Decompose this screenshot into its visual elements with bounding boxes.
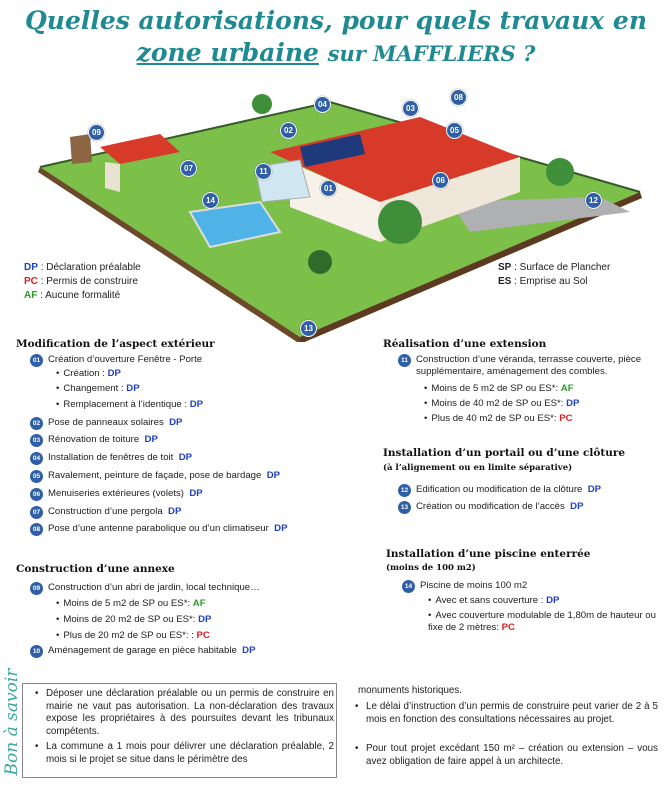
item-04: 04 Installation de fenêtres de toit DP <box>30 452 192 465</box>
sub-01-remplacement: • Remplacement à l’identique : DP <box>56 399 203 411</box>
page-title: Quelles autorisations, pour quels travaux en <box>24 6 647 35</box>
legend-af: AF : Aucune formalité <box>24 290 121 301</box>
badge-02: 02 <box>280 122 297 139</box>
item-06: 06 Menuiseries extérieures (volets) DP <box>30 488 203 501</box>
badge-06: 06 <box>432 172 449 189</box>
item-02: 02 Pose de panneaux solaires DP <box>30 417 182 430</box>
bon-a-savoir-label: Bon à savoir <box>2 668 22 776</box>
sub-01-creation: • Création : DP <box>56 368 121 380</box>
badge-14: 14 <box>202 192 219 209</box>
sub-14-b: • Avec couverture modulable de 1,80m de hauteur ou fixe de 2 mètres: PC <box>428 610 663 634</box>
sub-14-a: • Avec et sans couverture : DP <box>428 595 559 607</box>
badge-04: 04 <box>314 96 331 113</box>
badge-12: 13 <box>300 320 317 337</box>
section-title-annexe: Construction d’une annexe <box>16 563 175 575</box>
item-13: 13 Création ou modification de l’accès DP <box>398 501 583 514</box>
section-title-extension: Réalisation d’une extension <box>383 338 547 350</box>
badge-13: 12 <box>585 192 602 209</box>
legend-right <box>498 261 610 289</box>
legend-dp: DP : Déclaration préalable <box>24 262 141 273</box>
section-title-piscine: Installation d’une piscine enterrée <box>386 548 591 560</box>
note-1: • Déposer une déclaration préalable ou un permis de construire en mairie ne vaut pas autorisation. La non-déclaration des travaux expose les propriétaires à des poursuites devant les tribunaux compétents. <box>46 688 334 738</box>
badge-01: 01 <box>320 180 337 197</box>
legend-left <box>24 261 141 303</box>
sub-09-b: • Moins de 20 m2 de SP ou ES*: DP <box>56 614 211 626</box>
badge-08: 08 <box>450 89 467 106</box>
badge-03: 03 <box>402 100 419 117</box>
sub-11-c: • Plus de 40 m2 de SP ou ES*: PC <box>424 413 573 425</box>
item-05: 05 Ravalement, peinture de façade, pose de bardage DP <box>30 470 280 483</box>
sub-09-a: • Moins de 5 m2 de SP ou ES*: AF <box>56 598 206 610</box>
shed <box>105 162 120 192</box>
bush <box>546 158 574 186</box>
tall-tree <box>252 94 272 114</box>
legend-pc: PC : Permis de construire <box>24 276 138 287</box>
section-subtitle-piscine: (moins de 100 m2) <box>386 563 476 573</box>
section-title-aspect: Modification de l’aspect extérieur <box>16 338 215 350</box>
title-underlined: zone urbaine <box>136 38 319 67</box>
note-3: • Le délai d’instruction d’un permis de construire peut varier de 2 à 5 mois en fonction des consultations nécessaires au projet. <box>366 701 658 726</box>
legend-sp: SP : Surface de Plancher <box>498 262 611 273</box>
conifer <box>308 250 332 274</box>
item-08: 08 Pose d’une antenne parabolique ou d’un climatiseur DP <box>30 523 287 536</box>
note-4: • Pour tout projet excédant 150 m² – création ou extension – vous avez obligation de faire appel à un architecte. <box>366 743 658 768</box>
note-2-continued: monuments historiques. <box>358 685 463 696</box>
sub-01-changement: • Changement : DP <box>56 383 140 395</box>
badge-07: 07 <box>180 160 197 177</box>
badge-09: 09 <box>88 124 105 141</box>
title-rest: sur MAFFLIERS ? <box>327 41 536 66</box>
item-01: 01 Création d’ouverture Fenêtre - Porte <box>30 354 202 367</box>
item-12: 12 Edification ou modification de la clôture DP <box>398 484 601 497</box>
item-11: 11 Construction d’une véranda, terrasse couverte, pièce supplémentaire, aménagement des combles. <box>398 354 664 378</box>
sub-11-a: • Moins de 5 m2 de SP ou ES*: AF <box>424 383 574 395</box>
item-07: 07 Construction d’une pergola DP <box>30 506 181 519</box>
section-title-portail: Installation d’un portail ou d’une clôture <box>383 447 626 459</box>
badge-11: 11 <box>255 163 272 180</box>
item-14: 14 Piscine de moins 100 m2 <box>402 580 527 593</box>
apple-tree <box>378 200 422 244</box>
sub-11-b: • Moins de 40 m2 de SP ou ES*: DP <box>424 398 579 410</box>
item-03: 03 Rénovation de toiture DP <box>30 434 158 447</box>
item-09: 09 Construction d’un abri de jardin, local technique… <box>30 582 260 595</box>
section-subtitle-portail: (à l’alignement ou en limite séparative) <box>383 463 573 473</box>
note-2: • La commune a 1 mois pour délivrer une déclaration préalable, 2 mois si le projet se situe dans le périmètre des <box>46 741 334 766</box>
sub-09-c: • Plus de 20 m2 de SP ou ES*: : PC <box>56 630 210 642</box>
item-10: 10 Aménagement de garage en pièce habitable DP <box>30 645 256 658</box>
legend-es: ES : Emprise au Sol <box>498 276 588 287</box>
page-subtitle <box>0 38 672 67</box>
garden-hut <box>70 134 92 164</box>
badge-05: 05 <box>446 122 463 139</box>
